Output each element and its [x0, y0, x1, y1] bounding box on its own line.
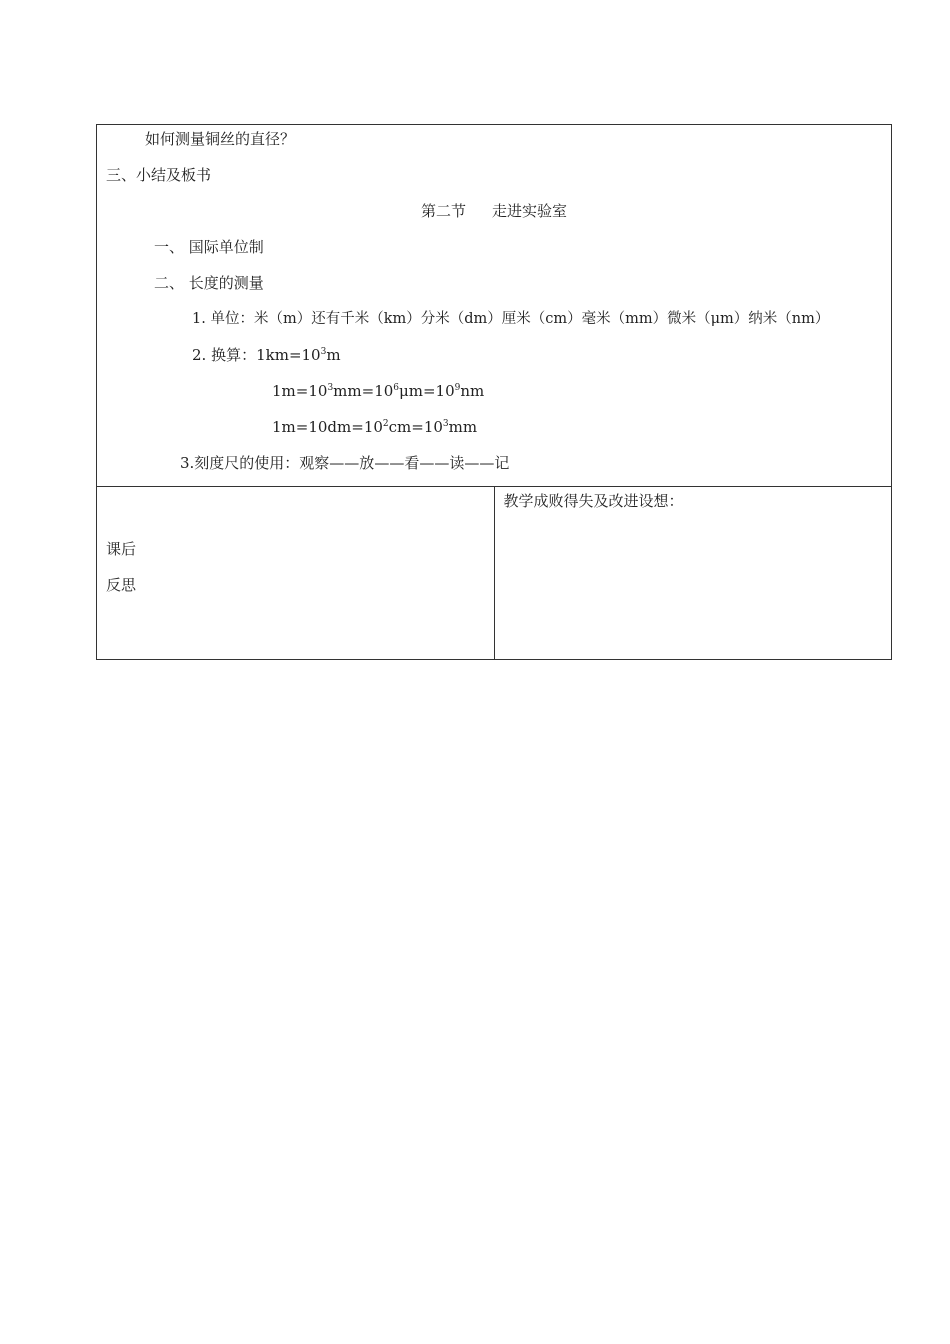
reflection-label-line-1: 课后: [106, 540, 137, 558]
conv3-part-a: 1m=10dm=10: [272, 418, 383, 436]
lesson-content-cell: [97, 125, 892, 487]
board-title-section: 第二节: [420, 202, 466, 220]
item-si-units: 一、 国际单位制: [154, 238, 264, 256]
conv2-part-c: μm=10: [399, 382, 455, 400]
board-title: [97, 201, 891, 221]
reflection-content-cell[interactable]: [494, 487, 892, 660]
conv1-part-a: 1km=10: [256, 346, 321, 364]
item-length-measurement: 二、 长度的测量: [154, 274, 264, 292]
conv1-exp-a: 3: [320, 347, 327, 357]
conversion-line-1: [192, 345, 341, 365]
lesson-plan-table: [96, 124, 892, 660]
board-title-name: 走进实验室: [492, 202, 568, 220]
conv3-part-b: cm=10: [388, 418, 443, 436]
conv2-exp-a: 3: [327, 383, 334, 393]
ruler-usage-steps: 3.刻度尺的使用：观察——放——看——读——记: [180, 454, 510, 472]
conv2-part-b: mm=10: [333, 382, 394, 400]
conversion-line-2: [272, 381, 484, 401]
reflection-label-cell: [97, 487, 495, 660]
conv2-part-d: nm: [460, 382, 485, 400]
lesson-content-row: [97, 125, 892, 487]
reflection-prompt: 教学成败得失及改进设想：: [503, 492, 684, 510]
question-text: 如何测量铜丝的直径？: [145, 130, 296, 148]
conv2-exp-b: 6: [393, 383, 400, 393]
lesson-plan-sheet: [96, 124, 892, 660]
conv1-part-b: m: [326, 346, 341, 364]
conversion-label: 2. 换算：: [192, 346, 257, 364]
reflection-label-line-2: 反思: [106, 576, 137, 594]
section-summary-heading: 三、小结及板书: [106, 166, 212, 184]
conv3-exp-a: 2: [382, 419, 389, 429]
conv2-exp-c: 9: [454, 383, 461, 393]
conversion-line-3: [272, 417, 477, 437]
reflection-row: [97, 487, 892, 660]
conv3-part-c: mm: [448, 418, 478, 436]
conv2-part-a: 1m=10: [272, 382, 328, 400]
units-list: 1. 单位：米（m）还有千米（km）分米（dm）厘米（cm）毫米（mm）微米（μm）纳米（nm）: [192, 311, 830, 327]
conv3-exp-b: 3: [442, 419, 449, 429]
